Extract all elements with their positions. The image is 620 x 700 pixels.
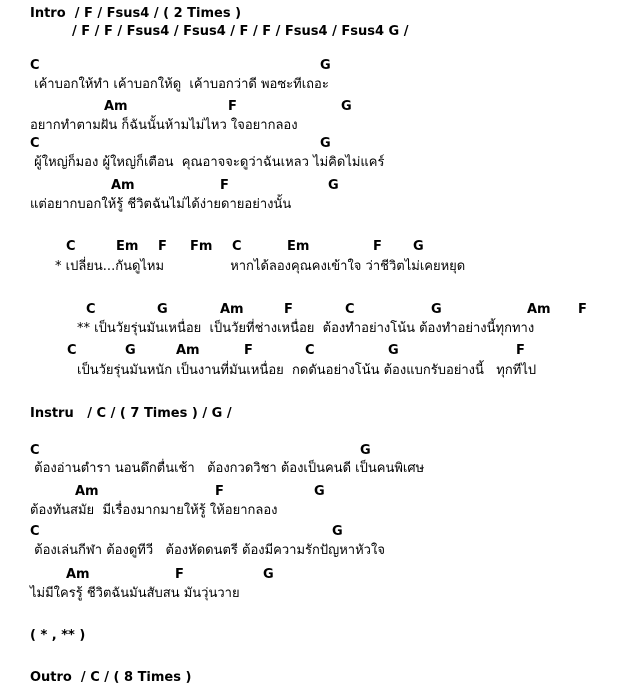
chord: Am <box>75 484 99 499</box>
chord: Am <box>220 302 244 317</box>
chord: F <box>373 239 382 254</box>
chord: G <box>320 58 331 73</box>
lyric-line: เป็นวัยรุ่นมันหนัก เป็นงานที่มันเหนื่อย กดดันอย่างโน้น ต้องแบกรับอย่างนี้ ทุกทีไป <box>77 363 537 378</box>
repeat-marker: ( * , ** ) <box>30 628 86 643</box>
chord: F <box>516 343 525 358</box>
chord: Am <box>66 567 90 582</box>
chord: F <box>228 99 237 114</box>
chord: C <box>30 58 40 73</box>
chord: G <box>263 567 274 582</box>
chord: C <box>66 239 76 254</box>
lyric-line: ต้องเล่นกีฬา ต้องดูทีวี ต้องหัดดนตรี ต้องมีความรักปัญหาหัวใจ <box>30 543 385 558</box>
intro-line-2: / F / F / Fsus4 / Fsus4 / F / F / Fsus4 / Fsus4 G / <box>72 24 409 39</box>
chord: G <box>360 443 371 458</box>
chord: G <box>328 178 339 193</box>
chord: G <box>332 524 343 539</box>
chord: Am <box>176 343 200 358</box>
chord: Em <box>116 239 139 254</box>
instru-line: Instru / C / ( 7 Times ) / G / <box>30 406 232 421</box>
chord: Am <box>527 302 551 317</box>
chord: F <box>244 343 253 358</box>
chord: C <box>67 343 77 358</box>
lyric-line: ต้องทันสมัย มีเรื่องมากมายให้รู้ ให้อยากลอง <box>30 503 278 518</box>
chord: F <box>175 567 184 582</box>
lyric-line: * เปลี่ยน...กันดูไหม หากได้ลองคุณคงเข้าใจ ว่าชีวิตไม่เคยหยุด <box>55 259 466 274</box>
chord: C <box>232 239 242 254</box>
chord: G <box>320 136 331 151</box>
chord: G <box>388 343 399 358</box>
chord: Em <box>287 239 310 254</box>
chord: G <box>157 302 168 317</box>
chord: F <box>220 178 229 193</box>
chord: Am <box>104 99 128 114</box>
chord: G <box>413 239 424 254</box>
chord: F <box>578 302 587 317</box>
lyric-line: ต้องอ่านตำรา นอนดึกตื่นเช้า ต้องกวดวิชา ต้องเป็นคนดี เป็นคนพิเศษ <box>30 461 425 476</box>
chord: G <box>341 99 352 114</box>
lyric-line: ** เป็นวัยรุ่นมันเหนื่อย เป็นวัยที่ช่างเหนื่อย ต้องทำอย่างโน้น ต้องทำอย่างนี้ทุกทาง <box>77 321 535 336</box>
chord: C <box>305 343 315 358</box>
chord: Am <box>111 178 135 193</box>
chord: G <box>125 343 136 358</box>
chord: C <box>86 302 96 317</box>
chord: C <box>30 136 40 151</box>
chord: F <box>215 484 224 499</box>
intro-line-1: Intro / F / Fsus4 / ( 2 Times ) <box>30 6 242 21</box>
chord: C <box>345 302 355 317</box>
chord: G <box>314 484 325 499</box>
lyric-line: อยากทำตามฝัน ก็ฉันนั้นห้ามไม่ไหว ใจอยากลอง <box>30 118 298 133</box>
lyric-line: แต่อยากบอกให้รู้ ชีวิตฉันไม่ได้ง่ายดายอย่างนั้น <box>30 197 292 212</box>
chord: G <box>431 302 442 317</box>
lyric-line: เค้าบอกให้ทำ เค้าบอกให้ดู เค้าบอกว่าดี พอซะทีเถอะ <box>30 77 329 92</box>
outro-line: Outro / C / ( 8 Times ) <box>30 670 192 685</box>
lyric-line: ผู้ใหญ่ก็มอง ผู้ใหญ่ก็เตือน คุณอาจจะดูว่าฉันเหลว ไม่คิดไม่แคร์ <box>30 155 385 170</box>
lyric-line: ไม่มีใครรู้ ชีวิตฉันมันสับสน มันวุ่นวาย <box>30 586 240 601</box>
chord: C <box>30 524 40 539</box>
chord: F <box>158 239 167 254</box>
chord: F <box>284 302 293 317</box>
chord: C <box>30 443 40 458</box>
chord: Fm <box>190 239 213 254</box>
